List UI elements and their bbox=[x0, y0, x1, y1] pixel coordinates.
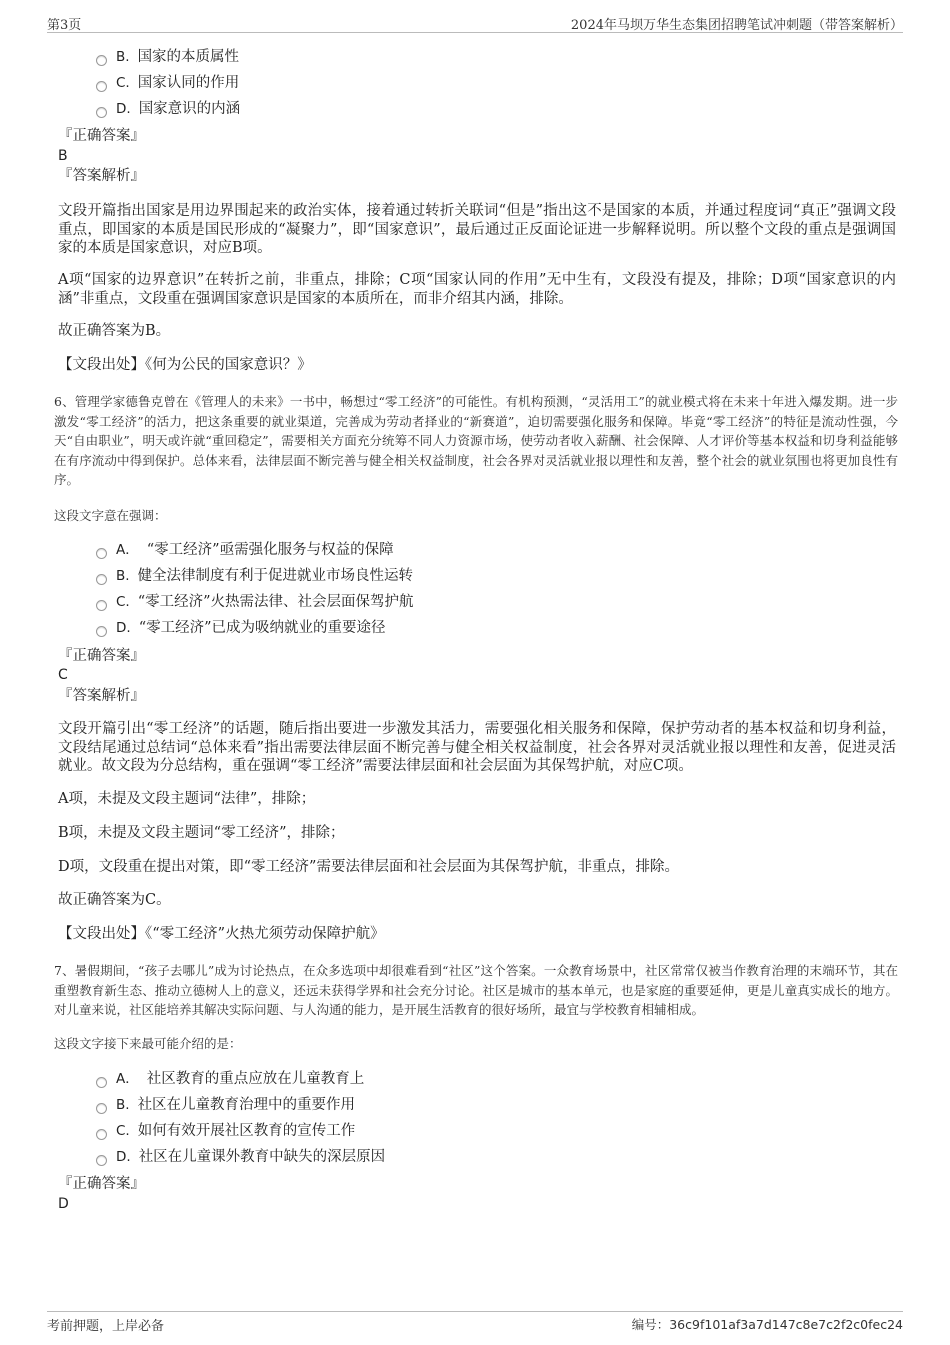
answer-label: 『正确答案』 bbox=[58, 648, 145, 664]
analysis-paragraph: 故正确答案为C。 bbox=[58, 892, 171, 908]
option-d[interactable] bbox=[96, 618, 386, 638]
question-prompt: 这段文字意在强调： bbox=[54, 508, 167, 523]
analysis-label: 『答案解析』 bbox=[58, 168, 145, 184]
page-number: 第3页 bbox=[47, 18, 82, 33]
option-text: 国家意识的内涵 bbox=[138, 101, 241, 117]
question-stem: 6、管理学家德鲁克曾在《管理人的未来》一书中，畅想过“零工经济”的可能性。有机构预测，“灵活用工”的就业模式将在未来十年进入爆发期。进一步激发“零工经济”的活力，把这条重要的就业渠道，完善成为劳动者择业的“新赛道”，迫切需要强化服务和保障。毕竟“零工经济”的特征是流动性强，今天“自由职业”，明天或许就“重回稳定”，需要相关方面充分统筹不同人力资源市场，使劳动者收入薪酬、社会保障、人才评价等基本权益和切身利益能够在有序流动中得到保护。总体来看，法律层面不断完善与健全相关权益制度，社会各界对灵活就业报以理性和友善，整个社会的就业氛围也将更加良性有序。 bbox=[54, 394, 898, 487]
radio-icon[interactable] bbox=[96, 1103, 107, 1114]
option-text: “零工经济”已成为吸纳就业的重要途径 bbox=[138, 620, 386, 636]
option-text: 社区在儿童课外教育中缺失的深层原因 bbox=[138, 1149, 386, 1165]
option-letter: B. bbox=[116, 49, 130, 65]
answer-label: 『正确答案』 bbox=[58, 128, 145, 144]
option-letter: B. bbox=[116, 568, 130, 584]
radio-icon[interactable] bbox=[96, 600, 107, 611]
document-id: 编号：36c9f101af3a7d147c8e7c2f2c0fec24 bbox=[631, 1317, 903, 1332]
option-a[interactable] bbox=[96, 540, 394, 560]
option-text: 社区教育的重点应放在儿童教育上 bbox=[146, 1071, 365, 1087]
source-citation: 【文段出处】《“零工经济”火热尤须劳动保障护航》 bbox=[58, 926, 385, 942]
radio-icon[interactable] bbox=[96, 55, 107, 66]
option-c[interactable] bbox=[96, 1121, 355, 1141]
option-letter: C. bbox=[116, 594, 130, 610]
source-citation: 【文段出处】《何为公民的国家意识？》 bbox=[58, 357, 312, 373]
radio-icon[interactable] bbox=[96, 107, 107, 118]
radio-icon[interactable] bbox=[96, 548, 107, 559]
answer-value: B bbox=[58, 148, 68, 164]
analysis-paragraph: 文段开篇指出国家是用边界围起来的政治实体，接着通过转折关联词“但是”指出这不是国家的本质，并通过程度词“真正”强调文段重点，即国家的本质是国民形成的“凝聚力”，即“国家意识”，最后通过正反面论证进一步解释说明。所以整个文段的重点是强调国家的本质是国家意识，对应B项。 bbox=[58, 203, 896, 256]
option-b[interactable] bbox=[96, 1095, 355, 1115]
option-a[interactable] bbox=[96, 1069, 364, 1089]
option-b[interactable] bbox=[96, 47, 239, 67]
radio-icon[interactable] bbox=[96, 1155, 107, 1166]
option-letter: A． bbox=[116, 1071, 139, 1087]
footer-slogan: 考前押题，上岸必备 bbox=[47, 1319, 165, 1334]
radio-icon[interactable] bbox=[96, 626, 107, 637]
analysis-paragraph: A项，未提及文段主题词“法律”，排除； bbox=[58, 791, 316, 807]
analysis-paragraph: A项“国家的边界意识”在转折之前，非重点，排除；C项“国家认同的作用”无中生有，文段没有提及，排除；D项“国家意识的内涵”非重点，文段重在强调国家意识是国家的本质所在，而非介绍其内涵，排除。 bbox=[58, 272, 896, 307]
radio-icon[interactable] bbox=[96, 1129, 107, 1140]
answer-value: D bbox=[58, 1196, 69, 1212]
option-d[interactable] bbox=[96, 1147, 385, 1167]
option-text: 健全法律制度有利于促进就业市场良性运转 bbox=[137, 568, 414, 584]
option-letter: D. bbox=[116, 1149, 131, 1165]
radio-icon[interactable] bbox=[96, 1077, 107, 1088]
radio-icon[interactable] bbox=[96, 574, 107, 585]
option-text: “零工经济”火热需法律、社会层面保驾护航 bbox=[137, 594, 414, 610]
analysis-paragraph: B项，未提及文段主题词“零工经济”，排除； bbox=[58, 825, 345, 841]
document-title: 2024年马坝万华生态集团招聘笔试冲刺题（带答案解析） bbox=[570, 18, 903, 33]
question-prompt: 这段文字接下来最可能介绍的是： bbox=[54, 1036, 242, 1051]
option-c[interactable] bbox=[96, 73, 239, 93]
answer-label: 『正确答案』 bbox=[58, 1176, 145, 1192]
question-stem: 7、暑假期间，“孩子去哪儿”成为讨论热点，在众多选项中却很难看到“社区”这个答案。一众教育场景中，社区常常仅被当作教育治理的末端环节，其在重塑教育新生态、推动立德树人上的意义，还远未获得学界和社会充分讨论。社区是城市的基本单元，也是家庭的重要延伸，更是儿童真实成长的地方。对儿童来说，社区能培养其解决实际问题、与人沟通的能力，是开展生活教育的很好场所，最宜与学校教育相辅相成。 bbox=[54, 963, 898, 1017]
option-text: 国家的本质属性 bbox=[137, 49, 240, 65]
option-c[interactable] bbox=[96, 592, 414, 612]
option-letter: D. bbox=[116, 620, 131, 636]
page-header bbox=[47, 14, 903, 33]
radio-icon[interactable] bbox=[96, 81, 107, 92]
option-letter: C. bbox=[116, 75, 130, 91]
answer-value: C bbox=[58, 667, 68, 683]
option-d[interactable] bbox=[96, 99, 240, 119]
option-text: 如何有效开展社区教育的宣传工作 bbox=[137, 1123, 356, 1139]
option-letter: C. bbox=[116, 1123, 130, 1139]
option-letter: D. bbox=[116, 101, 131, 117]
option-text: 社区在儿童教育治理中的重要作用 bbox=[137, 1097, 356, 1113]
analysis-label: 『答案解析』 bbox=[58, 688, 145, 704]
analysis-paragraph: 文段开篇引出“零工经济”的话题，随后指出要进一步激发其活力，需要强化相关服务和保障，保护劳动者的基本权益和切身利益，文段结尾通过总结词“总体来看”指出需要法律层面不断完善与健全相关权益制度，社会各界对灵活就业报以理性和友善，促进灵活就业。故文段为分总结构，重在强调“零工经济”需要法律层面和社会层面为其保驾护航，对应C项。 bbox=[58, 721, 896, 774]
option-text: “零工经济”亟需强化服务与权益的保障 bbox=[146, 542, 394, 558]
page-footer bbox=[47, 1311, 903, 1335]
option-text: 国家认同的作用 bbox=[137, 75, 240, 91]
analysis-paragraph: 故正确答案为B。 bbox=[58, 323, 171, 339]
analysis-paragraph: D项，文段重在提出对策，即“零工经济”需要法律层面和社会层面为其保驾护航，非重点，排除。 bbox=[58, 859, 679, 875]
option-letter: B. bbox=[116, 1097, 130, 1113]
option-letter: A． bbox=[116, 542, 139, 558]
option-b[interactable] bbox=[96, 566, 413, 586]
